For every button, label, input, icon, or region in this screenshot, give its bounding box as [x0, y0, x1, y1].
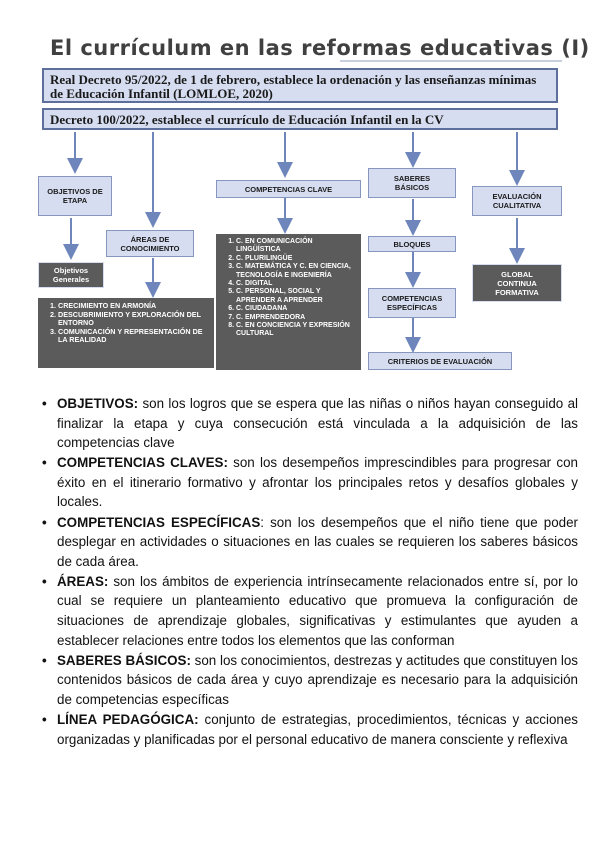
competencias-clave-box: COMPETENCIAS CLAVE: [216, 180, 361, 198]
competencias-especificas-box: COMPETENCIAS ESPECÍFICAS: [368, 288, 456, 318]
definition-areas: [42, 572, 578, 650]
objetivos-etapa-box: OBJETIVOS DE ETAPA: [38, 176, 112, 216]
criterios-evaluacion-box: CRITERIOS DE EVALUACIÓN: [368, 352, 512, 370]
list-item: 4. C. DIGITAL: [236, 280, 355, 288]
decree-2-box: Decreto 100/2022, establece el currículo de Educación Infantil en la CV: [42, 108, 558, 130]
list-item: 1. C. EN COMUNICACIÓN LINGÜÍSTICA: [236, 238, 355, 255]
page-title: El currículum en las reformas educativas (I): [50, 36, 590, 60]
definition-term: COMPETENCIAS CLAVES:: [57, 455, 228, 471]
definition-text: son los ámbitos de experiencia intrínsecamente relacionados entre sí, por lo cual se requiere un planteamiento educativo que promueva la configuración de situaciones de aprendizaje globales, significativas y estimulantes que ayuden a establecer relaciones entre todos los elementos que las conforman: [57, 573, 578, 648]
saberes-basicos-box: SABERES BÁSICOS: [368, 168, 456, 198]
definition-text: : son los desempeños que el niño tiene que poder desplegar en actividades o situaciones en las cuales se requieren los saberes básicos de cada área.: [57, 514, 579, 569]
definition-linea-pedagogica: [42, 710, 578, 749]
list-item: 2. C. PLURILINGÜE: [236, 255, 355, 263]
evaluacion-cualitativa-box: EVALUACIÓN CUALITATIVA: [472, 186, 562, 216]
definition-competencias-claves: [42, 453, 578, 512]
definition-term: COMPETENCIAS ESPECÍFICAS: [57, 514, 261, 530]
list-item: 3. C. MATEMÁTICA Y C. EN CIENCIA, TECNOLOGÍA E INGENIERÍA: [236, 263, 355, 280]
list-item: 1. CRECIMIENTO EN ARMONÍA: [58, 302, 208, 311]
decree-1-box: Real Decreto 95/2022, de 1 de febrero, establece la ordenación y las enseñanzas mínimas de Educación Infantil (LOMLOE, 2020): [42, 68, 558, 103]
areas-list-box: [38, 298, 214, 368]
definition-text: son los conocimientos, destrezas y actitudes que constituyen los contenidos básicos de cada área y cuyo aprendizaje es necesario para la adquisición de competencias específicas: [57, 652, 578, 707]
definitions-list: [42, 394, 578, 750]
list-item: 6. C. CIUDADANA: [236, 305, 355, 313]
definition-term: ÁREAS:: [57, 573, 109, 589]
areas-conocimiento-box: ÁREAS DE CONOCIMIENTO: [106, 230, 194, 257]
definition-objetivos: [42, 394, 578, 453]
definition-term: SABERES BÁSICOS:: [57, 652, 191, 668]
evaluacion-tipos-box: GLOBAL CONTINUA FORMATIVA: [472, 264, 562, 302]
definition-text: son los desempeños imprescindibles para progresar con éxito en el itinerario formativo y afrontar los principales retos y desafíos globales y locales.: [57, 455, 578, 510]
objetivos-generales-box: Objetivos Generales: [38, 262, 104, 288]
definition-term: OBJETIVOS:: [57, 396, 139, 411]
definition-saberes-basicos: [42, 651, 578, 710]
list-item: 3. COMUNICACIÓN Y REPRESENTACIÓN DE LA REALIDAD: [58, 328, 208, 345]
list-item: 7. C. EMPRENDEDORA: [236, 314, 355, 322]
list-item: 8. C. EN CONCIENCIA Y EXPRESIÓN CULTURAL: [236, 322, 355, 339]
definition-term: LÍNEA PEDAGÓGICA:: [57, 712, 199, 727]
list-item: 2. DESCUBRIMIENTO Y EXPLORACIÓN DEL ENTORNO: [58, 311, 208, 328]
definition-text: son los logros que se espera que las niñas o niños hayan conseguido al finalizar la etapa y cuya consecución está vinculada a la adquisición de las competencias clave: [57, 396, 578, 451]
definition-text: conjunto de estrategias, procedimientos, técnicas y acciones organizadas y planificadas por el personal educativo de manera consciente y reflexiva: [57, 712, 578, 747]
definition-competencias-especificas: [42, 513, 578, 572]
bloques-box: BLOQUES: [368, 236, 456, 252]
list-item: 5. C. PERSONAL, SOCIAL Y APRENDER A APRENDER: [236, 288, 355, 305]
competencias-list-box: [216, 234, 361, 370]
